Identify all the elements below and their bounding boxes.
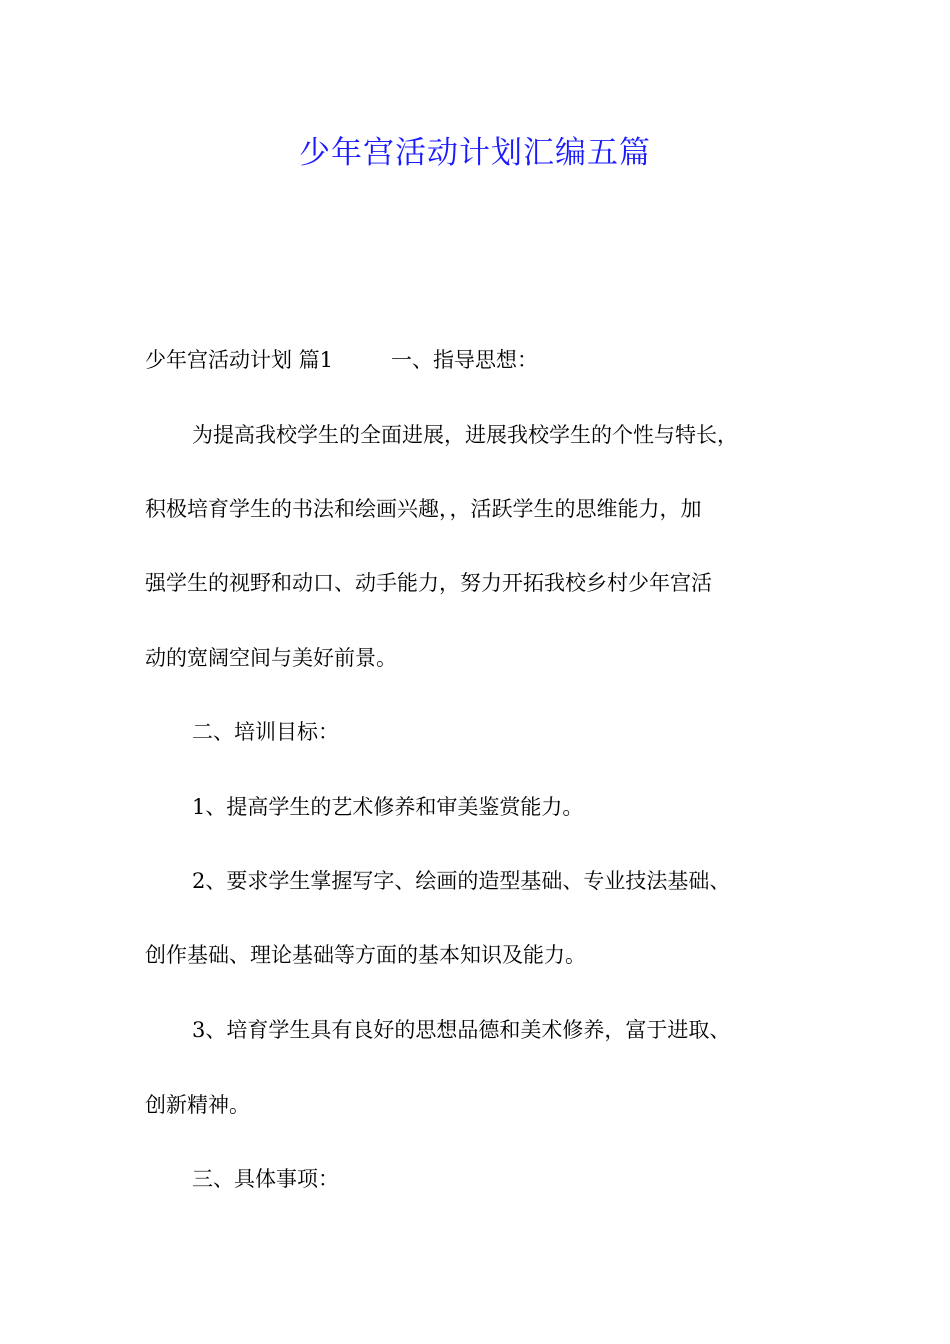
paragraph-line: 积极培育学生的书法和绘画兴趣，，活跃学生的思维能力，加 [145,497,702,521]
section-heading-specific-items: 三、具体事项： [192,1167,339,1191]
section-heading-training-goals: 二、培训目标： [192,720,339,744]
article-label: 少年宫活动计划 篇1 [145,348,334,372]
section-heading-line [145,345,538,375]
list-item: 1、提高学生的艺术修养和审美鉴赏能力。 [192,795,584,819]
list-item-continuation: 创作基础、理论基础等方面的基本知识及能力。 [145,943,586,967]
paragraph-line: 动的宽阔空间与美好前景。 [145,646,397,670]
section-heading-guiding-thought: 一、指导思想： [391,348,539,372]
list-item: 3、培育学生具有良好的思想品德和美术修养，富于进取、 [192,1018,731,1042]
paragraph-line: 强学生的视野和动口、动手能力，努力开拓我校乡村少年宫活 [145,571,712,595]
document-title: 少年宫活动计划汇编五篇 [299,135,651,171]
list-item-continuation: 创新精神。 [145,1093,250,1117]
list-item: 2、要求学生掌握写字、绘画的造型基础、专业技法基础、 [192,869,731,893]
paragraph-line: 为提高我校学生的全面进展，进展我校学生的个性与特长， [192,423,738,447]
